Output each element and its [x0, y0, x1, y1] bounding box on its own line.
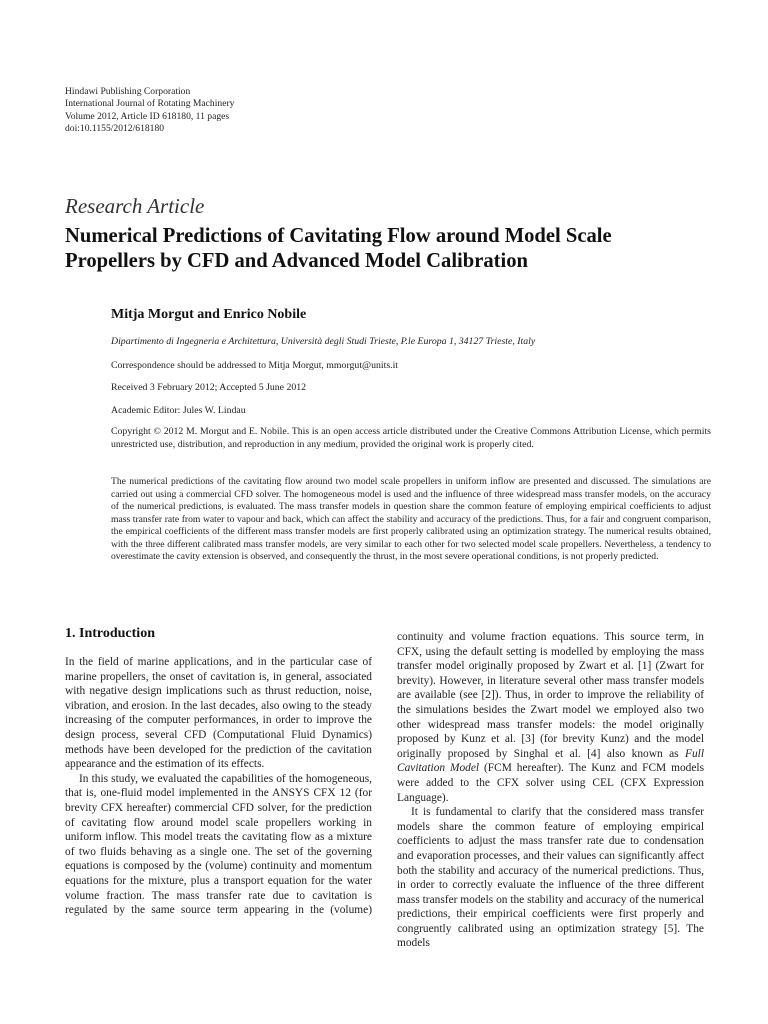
publisher-name: Hindawi Publishing Corporation	[65, 86, 191, 97]
journal-name: International Journal of Rotating Machinery	[65, 98, 235, 110]
intro-paragraph-4: It is fundamental to clarify that the considered mass transfer models share the common feature of employing empirical coefficients to adjust the mass transfer rate due to condensation and evaporation processes, and their values can significantly affect both the stability and accuracy of the numerical predictions. Thus, in order to correctly evaluate the influence of the three different mass transfer models on the stability and accuracy of the numerical predictions, their empirical coefficients were first properly and congruently calibrated using an optimization strategy [5]. The models	[397, 806, 704, 950]
received-dates: Received 3 February 2012; Accepted 5 June 2012	[111, 382, 307, 393]
article-type: Research Article	[65, 194, 205, 218]
paragraph-3-part-a: continuity and volume fraction equations. This source term, in CFX, using the default setting is modelled by employing the mass transfer model originally proposed by Zwart et al. [1] (Zwart for brevity). However, in literature several other mass transfer models are available (see [2]). Thus, in order to improve the reliability of the simulations besides the Zwart model we employed also two other widespread mass transfer models: the model originally proposed by Kunz et al. [3] (for brevity Kunz) and the model originally proposed by Singhal et al. [4] also known as	[397, 631, 704, 760]
section-heading-introduction: 1. Introduction	[65, 626, 155, 641]
intro-paragraph-1: In the field of marine applications, and in the particular case of marine propellers, the onset of cavitation is, in general, associated with negative design implications such as thrust reduction, noise, vibration, and erosion. In the last decades, also owing to the steady increasing of the computer performances, in order to improve the design process, several CFD (Computational Fluid Dynamics) methods have been developed for the prediction of the cavitation appearance and the estimation of its effects.	[65, 656, 372, 771]
doi: doi:10.1155/2012/618180	[65, 123, 165, 135]
affiliation: Dipartimento di Ingegneria e Architettura, Università degli Studi Trieste, P.le Europa 1, 34127 Trieste, Italy	[111, 336, 536, 347]
intro-paragraph-3	[397, 630, 704, 805]
author-list: Mitja Morgut and Enrico Nobile	[111, 307, 307, 322]
paper-title	[65, 224, 705, 274]
title-line-1: Numerical Predictions of Cavitating Flow around Model Scale	[65, 225, 612, 247]
body-column-right	[397, 630, 704, 951]
copyright-notice: Copyright © 2012 M. Morgut and E. Nobile. This is an open access article distributed under the Creative Commons Attribution License, which permits unrestricted use, distribution, and reproduction in any medium, provided the original work is properly cited.	[111, 426, 711, 450]
paragraph-3-part-b: (FCM hereafter). The Kunz and FCM models were added to the CFX solver using CEL (CFX Expression Language).	[397, 762, 704, 804]
journal-masthead	[65, 86, 234, 136]
volume-info: Volume 2012, Article ID 618180, 11 pages	[65, 110, 230, 122]
correspondence: Correspondence should be addressed to Mitja Morgut, mmorgut@units.it	[111, 360, 399, 371]
abstract: The numerical predictions of the cavitating flow around two model scale propellers in uniform inflow are presented and discussed. The simulations are carried out using a commercial CFD solver. The homogeneous model is used and the influence of three widespread mass transfer models, on the accuracy of the numerical predictions, is evaluated. The mass transfer models in question share the common feature of employing empirical coefficients to adjust mass transfer rate from water to vapour and back, which can affect the stability and accuracy of the predictions. Thus, for a fair and congruent comparison, the empirical coefficients of the different mass transfer models are first properly calibrated using an optimization strategy. The numerical results obtained, with the three different calibrated mass transfer models, are very similar to each other for two selected model scale propellers. Nevertheless, a tendency to overestimate the cavity extension is observed, and consequently the thrust, in the most severe operational conditions, is not properly predicted.	[111, 476, 711, 562]
title-line-2: Propellers by CFD and Advanced Model Calibration	[65, 250, 528, 272]
intro-paragraph-2: In this study, we evaluated the capabilities of the homogeneous, that is, one-fluid model implemented in the ANSYS CFX 12 (for brevity CFX hereafter) commercial CFD solver, for the prediction of cavitating flow around model scale propellers working in uniform inflow. This model treats the cavitating flow as a mixture of two fluids behaving as a single one. The set of the governing equations is composed by the (volume) continuity and momentum equations for the mixture, plus a transport equation for the water volume fraction. The mass transfer rate due to cavitation is regulated by the same source term appearing in the (volume)	[65, 772, 372, 917]
academic-editor: Academic Editor: Jules W. Lindau	[111, 405, 246, 416]
full-cavitation-model-term: Full Cavitation Model	[397, 747, 704, 775]
body-column-left	[65, 655, 372, 918]
